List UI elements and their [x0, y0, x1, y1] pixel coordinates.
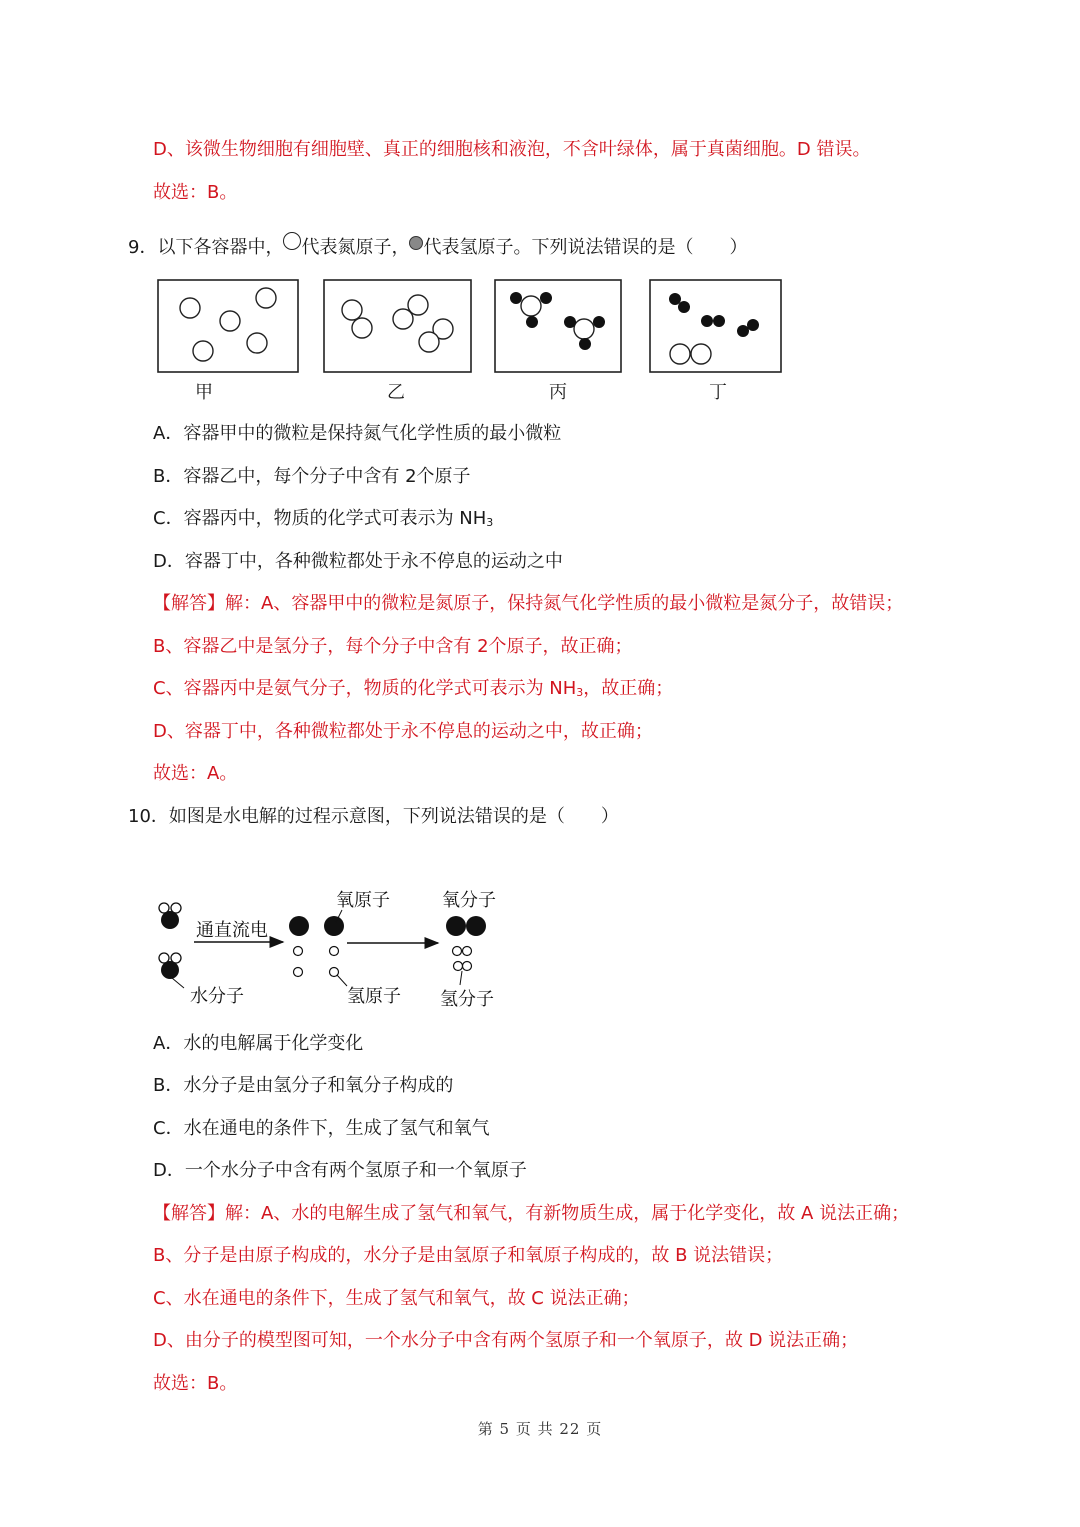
q9-answer: 故选：A。 — [153, 763, 238, 784]
q9-analysis-c-text: C、容器丙中是氨气分子，物质的化学式可表示为 NH — [153, 678, 577, 699]
container-jia — [158, 280, 298, 372]
q9-option-c-subscript: 3 — [486, 516, 494, 529]
q10-analysis-a: 【解答】解：A、水的电解生成了氢气和氧气，有新物质生成，属于化学变化，故 A 说法正确； — [153, 1203, 910, 1224]
q10-analysis-c: C、水在通电的条件下，生成了氢气和氧气，故 C 说法正确； — [153, 1288, 640, 1309]
q9-stem-part2: 代表氮原子， — [301, 237, 410, 258]
container-bing — [495, 280, 621, 372]
label-yi: 乙 — [387, 382, 405, 403]
hydrogen-molecule-label: 氢分子 — [440, 989, 494, 1010]
nitrogen-atom-icon — [283, 232, 301, 250]
water-molecule-label: 水分子 — [190, 986, 244, 1007]
label-bing: 丙 — [549, 382, 567, 403]
q9-option-d: D．容器丁中，各种微粒都处于永不停息的运动之中 — [153, 551, 563, 572]
prev-answer: 故选：B。 — [153, 182, 238, 203]
q9-analysis-b: B、容器乙中是氢分子，每个分子中含有 2个原子，故正确； — [153, 636, 633, 657]
arrow-label: 通直流电 — [196, 920, 268, 941]
q9-option-c — [153, 506, 493, 536]
hydrogen-molecule-bottom — [454, 962, 472, 971]
q9-option-b: B．容器乙中，每个分子中含有 2个原子 — [153, 466, 471, 487]
page-footer: 第 5 页 共 22 页 — [477, 1420, 603, 1438]
q9-option-a: A．容器甲中的微粒是保持氮气化学性质的最小微粒 — [153, 423, 562, 444]
hydrogen-atom-label: 氢原子 — [347, 986, 401, 1007]
water-molecule-top — [159, 903, 181, 929]
water-molecule-bottom — [159, 953, 181, 979]
q10-option-d: D．一个水分子中含有两个氢原子和一个氧原子 — [153, 1160, 527, 1181]
q10-stem: 10．如图是水电解的过程示意图，下列说法错误的是（ ） — [128, 806, 619, 827]
q10-answer: 故选：B。 — [153, 1373, 238, 1394]
q10-option-c: C．水在通电的条件下，生成了氢气和氧气 — [153, 1118, 490, 1139]
q10-option-a: A．水的电解属于化学变化 — [153, 1033, 364, 1054]
hydrogen-atom-icon — [409, 236, 423, 250]
q9-containers-diagram — [150, 272, 790, 382]
q9-analysis-c-subscript: 3 — [576, 686, 584, 699]
q10-analysis-b: B、分子是由原子构成的，水分子是由氢原子和氧原子构成的，故 B 说法错误； — [153, 1245, 784, 1266]
hydrogen-molecule-top — [453, 947, 472, 956]
oxygen-molecule-label: 氧分子 — [442, 890, 496, 911]
q9-stem — [128, 232, 747, 261]
q10-option-b: B．水分子是由氢分子和氧分子构成的 — [153, 1075, 454, 1096]
q9-analysis-a: 【解答】解：A、容器甲中的微粒是氮原子，保持氮气化学性质的最小微粒是氮分子，故错误； — [153, 593, 904, 614]
container-ding — [650, 280, 781, 372]
label-ding: 丁 — [709, 382, 727, 403]
q9-analysis-c — [153, 676, 673, 706]
container-yi — [324, 280, 471, 372]
q10-analysis-d: D、由分子的模型图可知，一个水分子中含有两个氢原子和一个氧原子，故 D 说法正确； — [153, 1330, 859, 1351]
q9-stem-part1: 9．以下各容器中， — [128, 237, 284, 258]
oxygen-atom-label: 氧原子 — [336, 890, 390, 911]
q9-analysis-d: D、容器丁中，各种微粒都处于永不停息的运动之中，故正确； — [153, 721, 653, 742]
q9-analysis-c-tail: ，故正确； — [583, 678, 674, 699]
q9-option-c-text: C．容器丙中，物质的化学式可表示为 NH — [153, 508, 487, 529]
label-jia: 甲 — [195, 382, 213, 403]
q10-electrolysis-diagram — [150, 880, 530, 1015]
q9-stem-part3: 代表氢原子。下列说法错误的是（ ） — [423, 237, 748, 258]
prev-analysis-d: D、该微生物细胞有细胞壁、真正的细胞核和液泡，不含叶绿体，属于真菌细胞。D 错误。 — [153, 139, 871, 160]
oxygen-molecule — [446, 916, 486, 936]
